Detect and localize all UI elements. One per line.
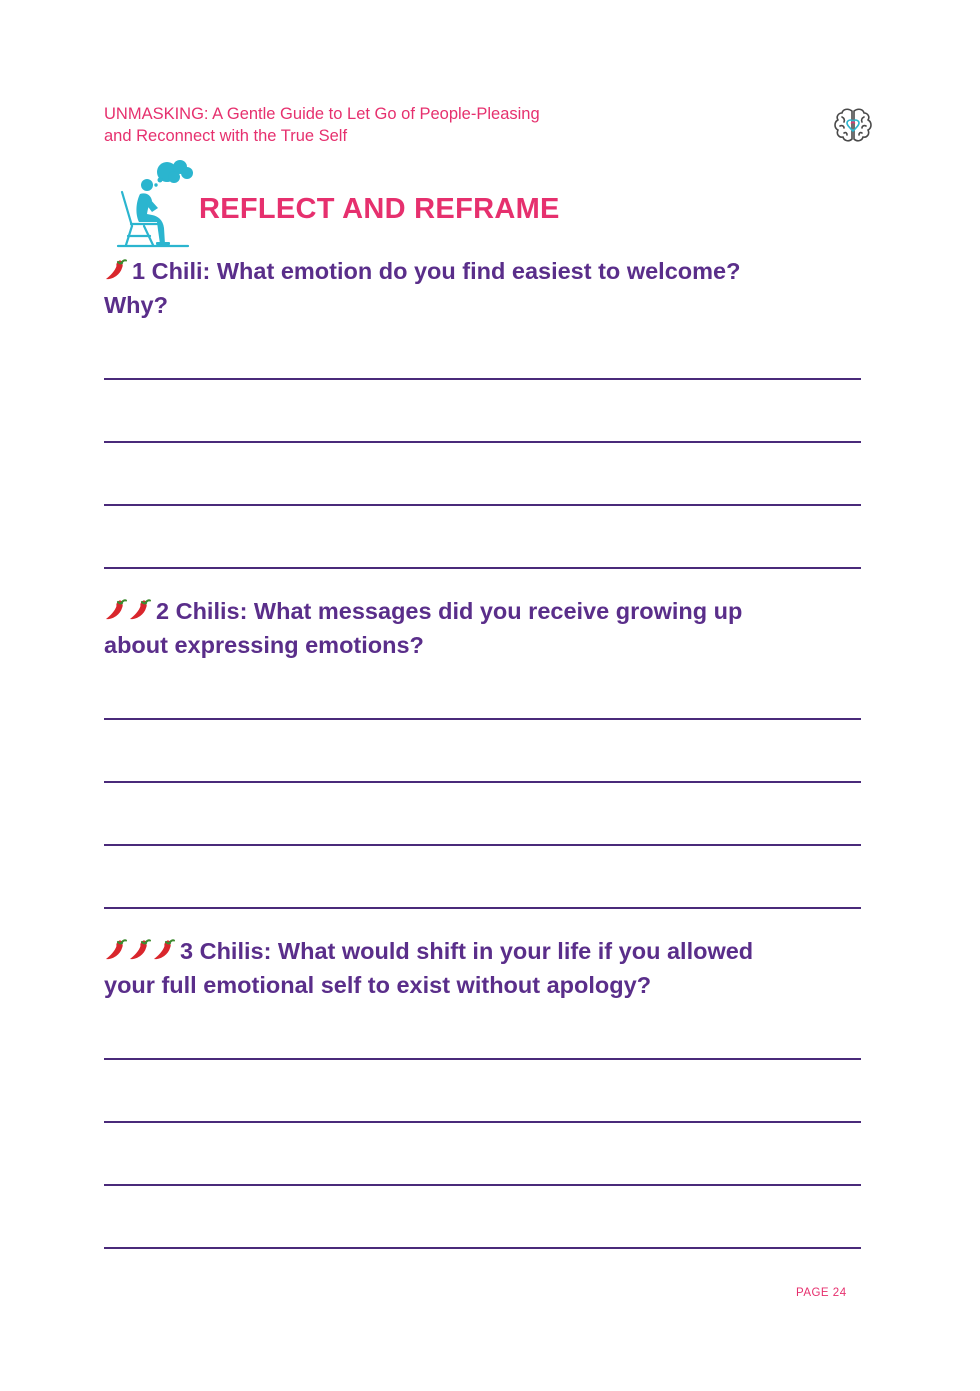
chili-pepper-icon bbox=[128, 938, 152, 962]
answer-line[interactable] bbox=[104, 1058, 861, 1060]
answer-line[interactable] bbox=[104, 1121, 861, 1123]
chili-rating-3 bbox=[104, 938, 176, 962]
answer-line[interactable] bbox=[104, 718, 861, 720]
chili-pepper-icon bbox=[128, 598, 152, 622]
book-title-line-1: UNMASKING: A Gentle Guide to Let Go of People-Pleasing bbox=[104, 105, 540, 123]
question-1 bbox=[104, 254, 864, 322]
chili-rating-2 bbox=[104, 598, 152, 622]
answer-line[interactable] bbox=[104, 441, 861, 443]
question-1-line-2: Why? bbox=[104, 292, 168, 318]
question-3-line-2: your full emotional self to exist without apology? bbox=[104, 972, 652, 998]
book-title bbox=[104, 104, 664, 147]
answer-line[interactable] bbox=[104, 781, 861, 783]
answer-line[interactable] bbox=[104, 378, 861, 380]
section-heading: REFLECT AND REFRAME bbox=[199, 193, 560, 225]
answer-line[interactable] bbox=[104, 1247, 861, 1249]
thinking-person-icon bbox=[114, 158, 194, 248]
question-1-line-1: 1 Chili: What emotion do you find easiest to welcome? bbox=[132, 258, 741, 284]
chili-rating-1 bbox=[104, 258, 128, 282]
question-2-line-1: 2 Chilis: What messages did you receive growing up bbox=[156, 598, 743, 624]
answer-line[interactable] bbox=[104, 504, 861, 506]
question-3-line-1: 3 Chilis: What would shift in your life if you allowed bbox=[180, 938, 754, 964]
question-3 bbox=[104, 934, 864, 1002]
question-2-line-2: about expressing emotions? bbox=[104, 632, 424, 658]
answer-line[interactable] bbox=[104, 567, 861, 569]
brain-heart-icon bbox=[832, 105, 874, 147]
chili-pepper-icon bbox=[104, 258, 128, 282]
answer-line[interactable] bbox=[104, 844, 861, 846]
chili-pepper-icon bbox=[152, 938, 176, 962]
answer-line[interactable] bbox=[104, 1184, 861, 1186]
book-title-line-2: and Reconnect with the True Self bbox=[104, 126, 348, 145]
chili-pepper-icon bbox=[104, 938, 128, 962]
question-2 bbox=[104, 594, 864, 662]
chili-pepper-icon bbox=[104, 598, 128, 622]
page-number: PAGE 24 bbox=[796, 1287, 847, 1299]
answer-line[interactable] bbox=[104, 907, 861, 909]
